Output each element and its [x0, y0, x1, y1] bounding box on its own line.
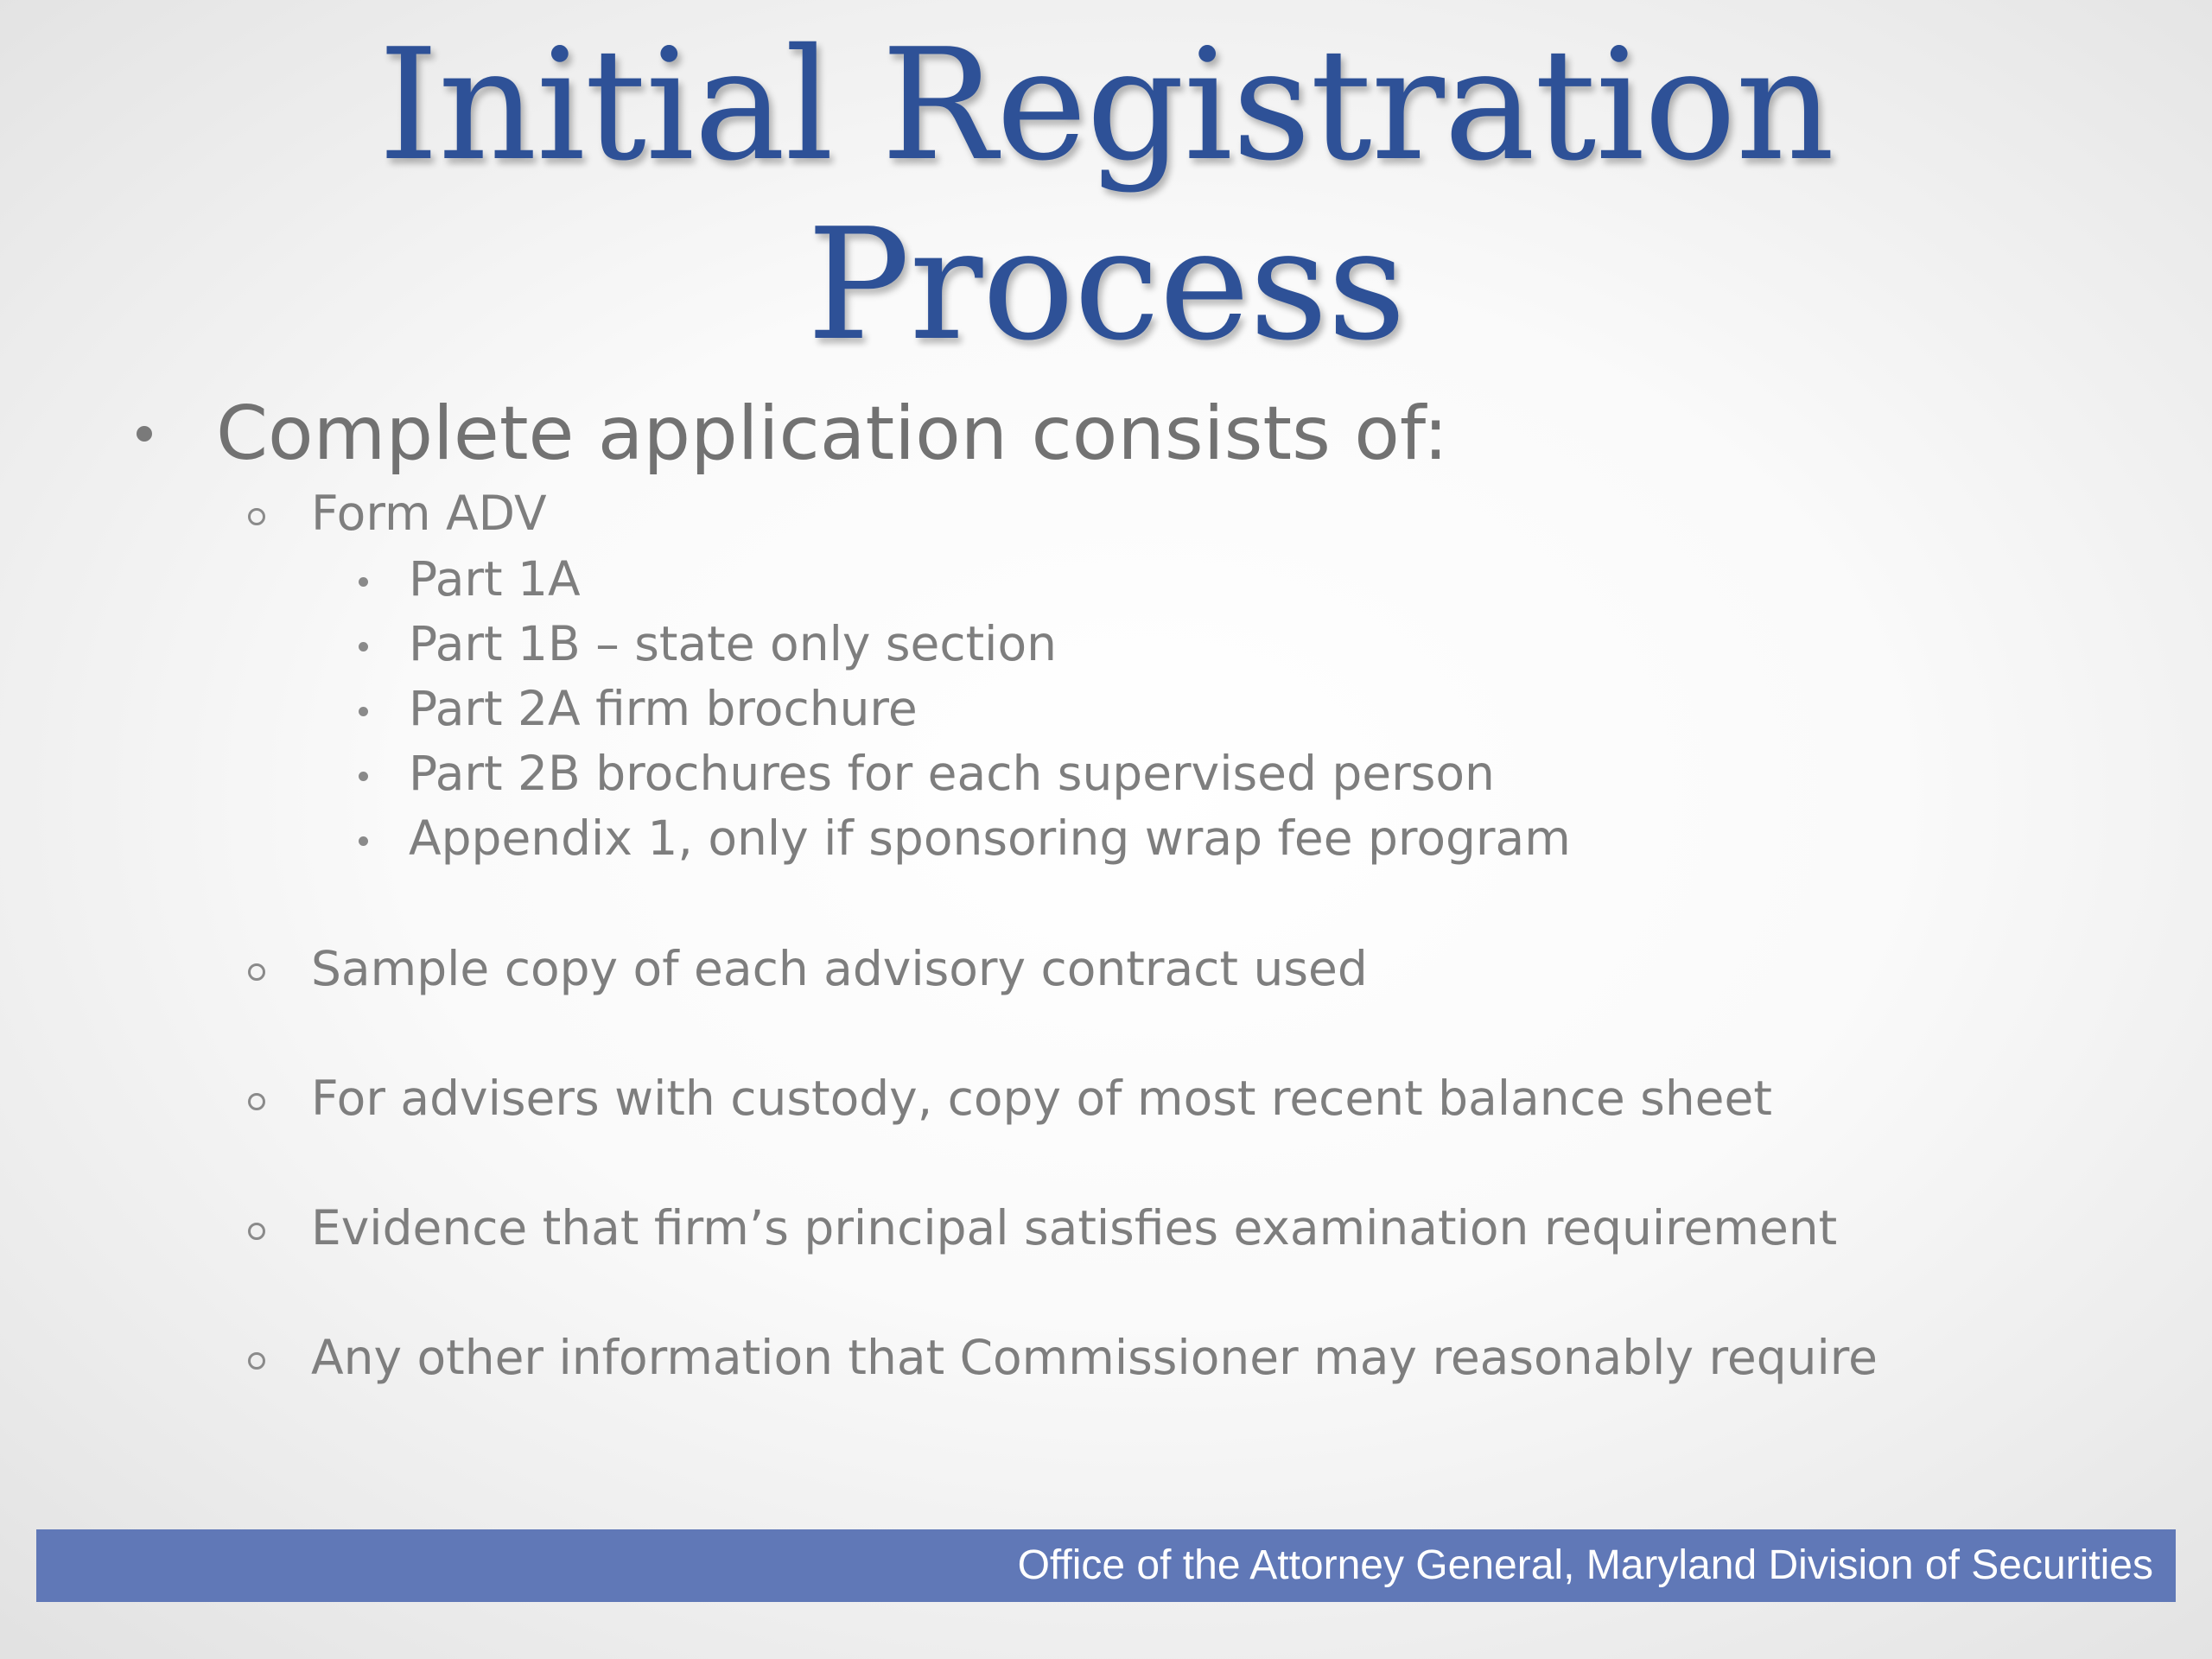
bullet-circle-icon	[248, 508, 265, 525]
bullet-circle-icon	[248, 1352, 265, 1370]
slide-title-line-1: Initial Registration	[378, 16, 1834, 194]
sub-bullet-text: For advisers with custody, copy of most recent balance sheet	[311, 1071, 1772, 1126]
bullet-small-dot-icon	[359, 836, 368, 846]
bullet-circle-icon	[248, 1093, 265, 1110]
sub-bullet-text: Evidence that firm’s principal satisfies examination requirement	[311, 1200, 1838, 1255]
bullet-small-dot-icon	[359, 707, 368, 716]
sub-bullet-text: Sample copy of each advisory contract used	[311, 941, 1368, 996]
slide-title-line-2: Process	[806, 195, 1406, 374]
form-adv-part-text: Part 1B – state only section	[409, 616, 1057, 671]
sub-bullet-text: Any other information that Commissioner may reasonably require	[311, 1330, 1878, 1385]
footer-text: Office of the Attorney General, Maryland Division of Securities	[1017, 1542, 2153, 1588]
footer-bar	[36, 1529, 2176, 1602]
form-adv-part-text: Part 2B brochures for each supervised person	[409, 746, 1495, 801]
slide-title	[0, 16, 2212, 375]
bullet-circle-icon	[248, 1223, 265, 1240]
bullet-small-dot-icon	[359, 642, 368, 652]
form-adv-part-text: Appendix 1, only if sponsoring wrap fee program	[409, 810, 1571, 866]
main-bullet-text: Complete application consists of:	[216, 391, 1449, 477]
form-adv-label: Form ADV	[311, 486, 547, 541]
form-adv-part-text: Part 1A	[409, 551, 581, 607]
bullet-dot-icon	[137, 426, 152, 442]
bullet-small-dot-icon	[359, 577, 368, 587]
bullet-small-dot-icon	[359, 772, 368, 781]
bullet-circle-icon	[248, 963, 265, 981]
form-adv-part-text: Part 2A firm brochure	[409, 681, 918, 736]
